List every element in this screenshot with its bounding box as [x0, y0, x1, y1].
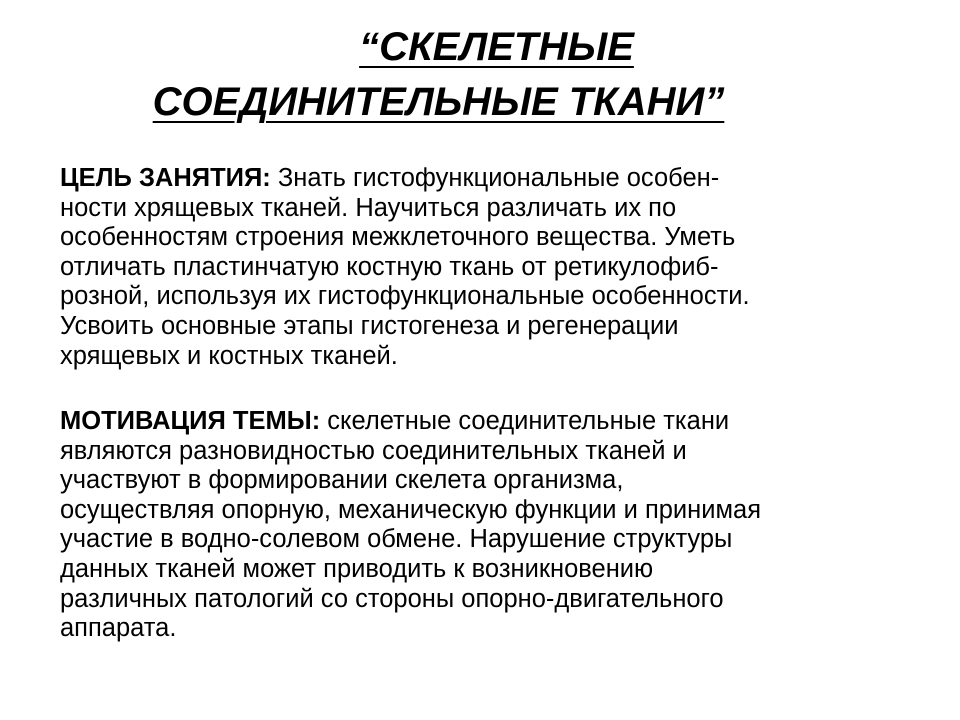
- motivation-text-line: аппарата.: [60, 614, 177, 643]
- motivation-text-line: различных патологий со стороны опорно-двигательного: [60, 584, 724, 613]
- goal-text-line: ности хрящевых тканей. Научиться различать их по: [60, 193, 677, 222]
- motivation-text-line: скелетные соединительные ткани: [320, 407, 730, 435]
- motivation-line: [60, 407, 950, 437]
- slide-title: [0, 20, 960, 130]
- goal-text-line: особенностям строения межклеточного вещества. Уметь: [60, 223, 736, 252]
- motivation-text-line: данных тканей может приводить к возникновению: [60, 554, 654, 583]
- goal-line: [60, 164, 950, 194]
- motivation-text-line: участие в водно-солевом обмене. Нарушение структуры: [60, 525, 733, 554]
- goal-label: ЦЕЛЬ ЗАНЯТИЯ:: [60, 164, 271, 192]
- slide-title-line-1: “СКЕЛЕТНЫЕ: [359, 25, 634, 69]
- goal-text-line: розной, используя их гистофункциональные особенности.: [60, 282, 750, 311]
- slide-title-line-2: СОЕДИНИТЕЛЬНЫЕ ТКАНИ”: [152, 80, 725, 124]
- goal-text-line: Усвоить основные этапы гистогенеза и регенерации: [60, 311, 679, 340]
- motivation-text-line: осуществляя опорную, механическую функции и принимая: [60, 495, 762, 524]
- goal-text-line: Знать гистофункциональные особен-: [270, 164, 720, 192]
- motivation-text-line: участвуют в формировании скелета организма,: [60, 466, 624, 495]
- motivation-label: МОТИВАЦИЯ ТЕМЫ:: [60, 407, 321, 435]
- motivation-paragraph: [60, 407, 950, 644]
- goal-paragraph: [60, 164, 950, 371]
- motivation-text-line: являются разновидностью соединительных тканей и: [60, 436, 687, 465]
- goal-text-line: отличать пластинчатую костную ткань от ретикулофиб-: [60, 252, 719, 281]
- goal-text-line: хрящевых и костных тканей.: [60, 341, 398, 370]
